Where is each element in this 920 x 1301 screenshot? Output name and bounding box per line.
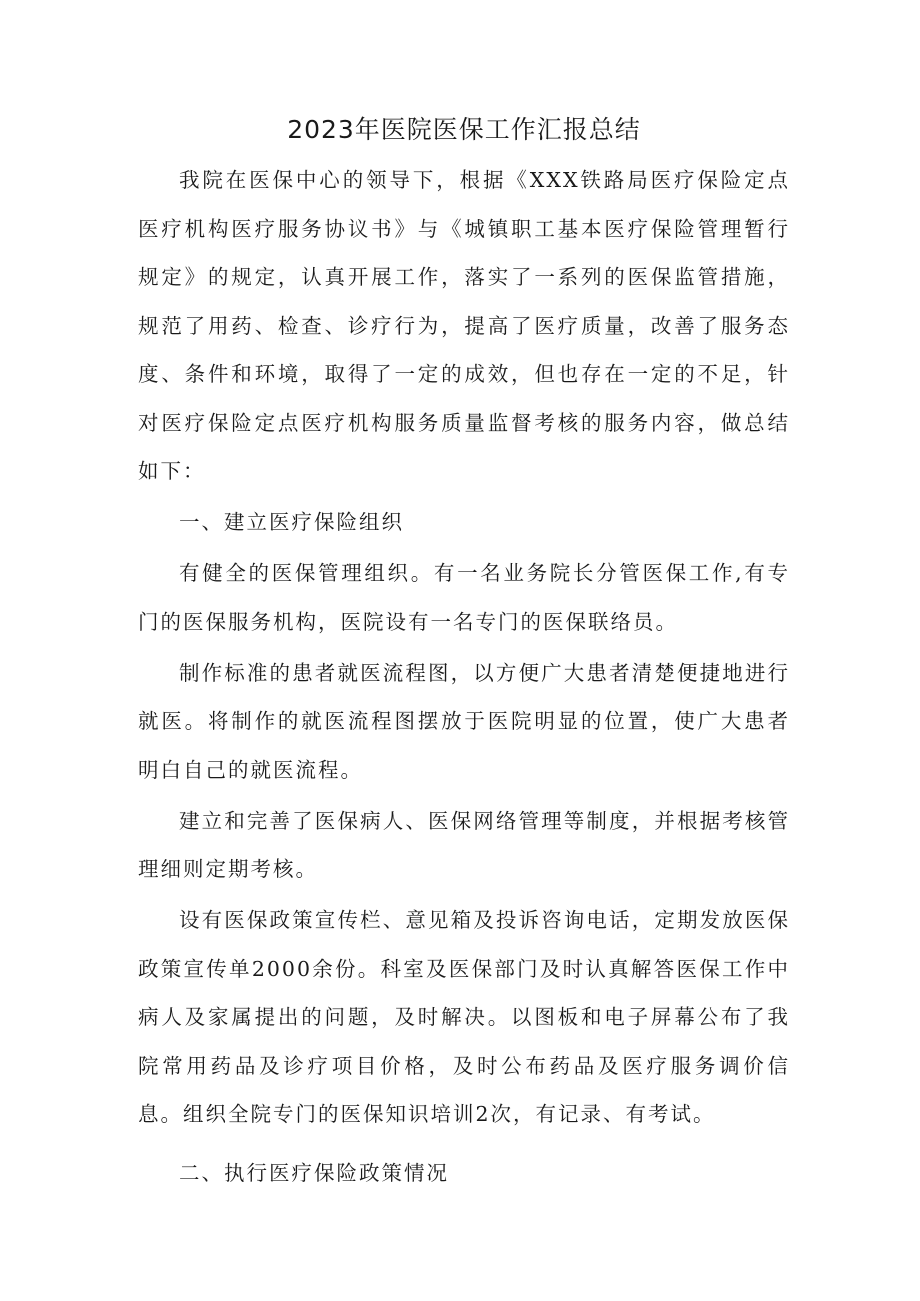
document-title: 2023年医院医保工作汇报总结 xyxy=(287,115,641,144)
document-page xyxy=(138,112,790,1200)
intro-paragraph: 我院在医保中心的领导下，根据《XXX铁路局医疗保险定点医疗机构医疗服务协议书》与《城镇职工基本医疗保险管理暂行规定》的规定，认真开展工作，落实了一系列的医保监管措施，规范了用药、检查、诊疗行为，提高了医疗质量，改善了服务态度、条件和环境，取得了一定的成效，但也存在一定的不足，针对医疗保险定点医疗机构服务质量监督考核的服务内容，做总结如下： xyxy=(138,168,790,483)
section-1-paragraph-1: 有健全的医保管理组织。有一名业务院长分管医保工作,有专门的医保服务机构，医院设有一名专门的医保联络员。 xyxy=(138,561,790,634)
section-2-heading: 二、执行医疗保险政策情况 xyxy=(179,1160,449,1185)
section-1-paragraph-4: 设有医保政策宣传栏、意见箱及投诉咨询电话，定期发放医保政策宣传单2000余份。科室及医保部门及时认真解答医保工作中病人及家属提出的问题，及时解决。以图板和电子屏幕公布了我院常用药品及诊疗项目价格，及时公布药品及医疗服务调价信息。组织全院专门的医保知识培训2次，有记录、有考试。 xyxy=(138,908,790,1126)
section-1-paragraph-2: 制作标准的患者就医流程图，以方便广大患者清楚便捷地进行就医。将制作的就医流程图摆放于医院明显的位置，使广大患者明白自己的就医流程。 xyxy=(138,660,790,782)
section-1-heading: 一、建立医疗保险组织 xyxy=(179,510,404,534)
section-1-paragraph-3: 建立和完善了医保病人、医保网络管理等制度，并根据考核管理细则定期考核。 xyxy=(138,808,790,881)
